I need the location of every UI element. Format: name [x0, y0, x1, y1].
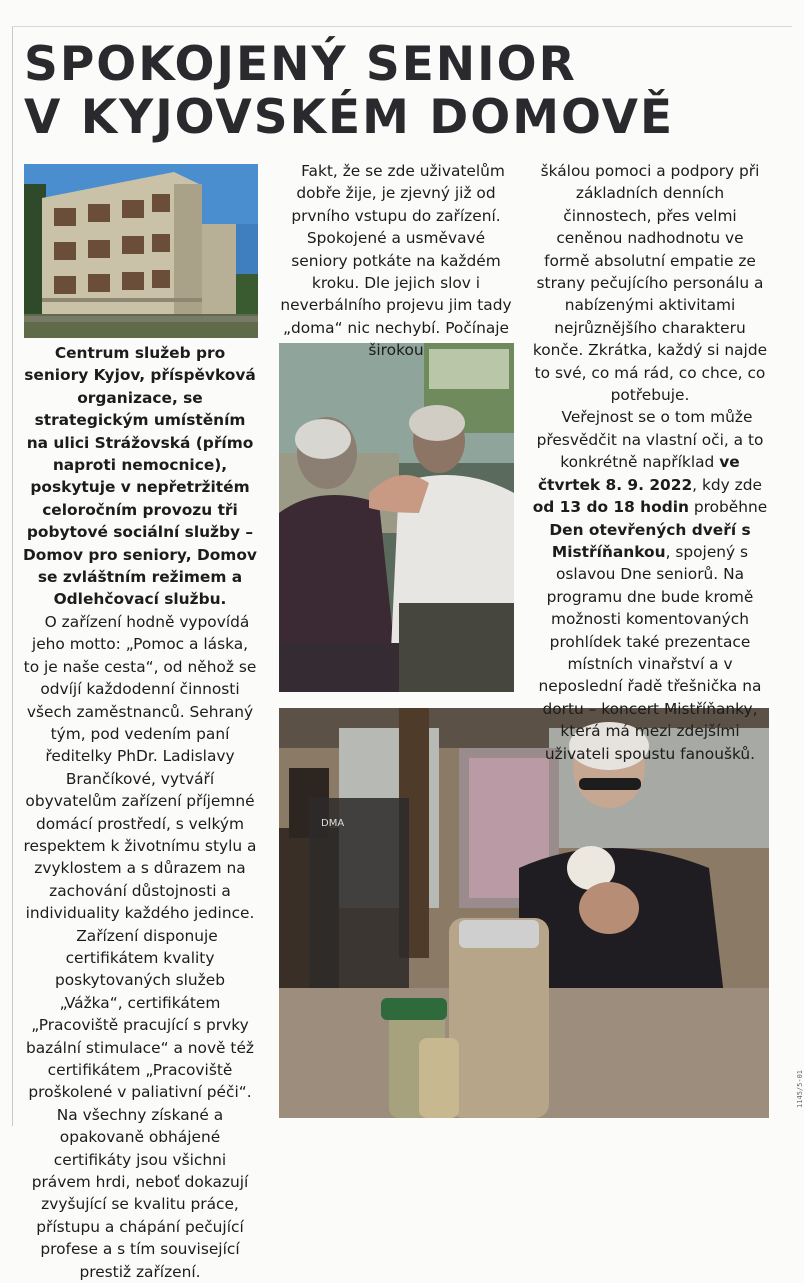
paragraph-open-day: [532, 406, 768, 765]
paragraph-certificates: [22, 925, 258, 1283]
paragraph-certificates-text: Zařízení disponuje certifikátem kvality poskytovaných služeb „Vážka“, certifikátem „Pracoviště pracující s prvky bazální stimulace“ a nově též certifikátem „Pracoviště proškolené v paliativní péči“. Na všechny získané a opakovaně obhájené certifikáty jsou všichni právem hrdi, neboť dokazují zvyšující se kvalitu práce, přístupu a chápání pečující profese a s tím související prestiž zařízení.: [25, 926, 255, 1281]
open-day-text-a: Veřejnost se o tom může přesvědčit na vlastní oči, a to konkrétně například: [536, 408, 764, 472]
open-day-text-e: proběhne: [688, 498, 768, 517]
walker-text: DMA: [321, 818, 345, 829]
column-2: [278, 160, 514, 362]
page-edge-top: [12, 26, 792, 27]
column-1: [22, 342, 258, 1283]
paragraph-help: škálou pomoci a podpory při základních denních činnostech, přes velmi ceněnou nadhodnotu ve formě absolutní empatie ze strany pečujícího personálu a nabízenými aktivitami nejrůznějšího charakteru konče. Zkrátka, každý si najde to své, co má rád, co chce, co potřebuje.: [532, 162, 768, 405]
open-day-date: ve čtvrtek 8. 9. 2022: [538, 453, 740, 494]
paragraph-fact-text: Fakt, že se zde uživatelům dobře žije, je zjevný již od prvního vstupu do zařízení. Spokojené a usměvavé seniory potkáte na každém kroku. Dle jejich slov i neverbálního projevu jim tady „doma“ nic nechybí. Počínaje širokou: [280, 162, 512, 360]
column-3: [532, 160, 768, 765]
photo-building: [24, 164, 258, 338]
lead-paragraph: Centrum služeb pro seniory Kyjov, příspěvková organizace, se strategickým umístěním na ulici Strážovská (přímo naproti nemocnice), poskytuje v nepřetržitém celoročním provozu tři pobytové sociální služby – Domov pro seniory, Domov se zvláštním režimem a Odlehčovací službu.: [23, 344, 257, 609]
open-day-text-c: , kdy zde: [692, 475, 762, 494]
paragraph-motto-text: O zařízení hodně vypovídá jeho motto: „Pomoc a láska, to je naše cesta“, od něhož se odvíjí každodenní činnosti všech zaměstnanců. Sehraný tým, pod vedením paní ředitelky PhDr. Ladislavy Brančíkové, vytváří obyvatelům zařízení příjemné domácí prostředí, s velkým respektem k životnímu stylu a zvyklostem a s důrazem na zachování důstojnosti a individuality každého jedince.: [23, 612, 257, 923]
paragraph-fact: [278, 160, 514, 362]
headline-line-2: V KYJOVSKÉM DOMOVĚ: [24, 90, 675, 145]
open-day-text-g: , spojený s oslavou Dne seniorů. Na programu dne bude kromě možnosti komentovaných prohlídek také prezentace místních vinařství a v neposlední řadě třešnička na dortu – koncert Mistříňanky, která má mezi zdejšími uživateli spoustu fanoušků.: [538, 542, 762, 763]
open-day-hours: od 13 do 18 hodin: [532, 498, 689, 517]
headline-line-1: SPOKOJENÝ SENIOR: [24, 37, 577, 92]
photo-senior-with-cup: [279, 708, 769, 1118]
headline: [24, 38, 764, 144]
page-edge: [12, 26, 13, 1126]
side-code: 1145/5-01: [796, 1070, 804, 1108]
photo-two-seniors: [279, 343, 514, 692]
paragraph-motto: [22, 611, 258, 925]
open-day-event: Den otevřených dveří s Mistříňankou: [549, 520, 751, 561]
